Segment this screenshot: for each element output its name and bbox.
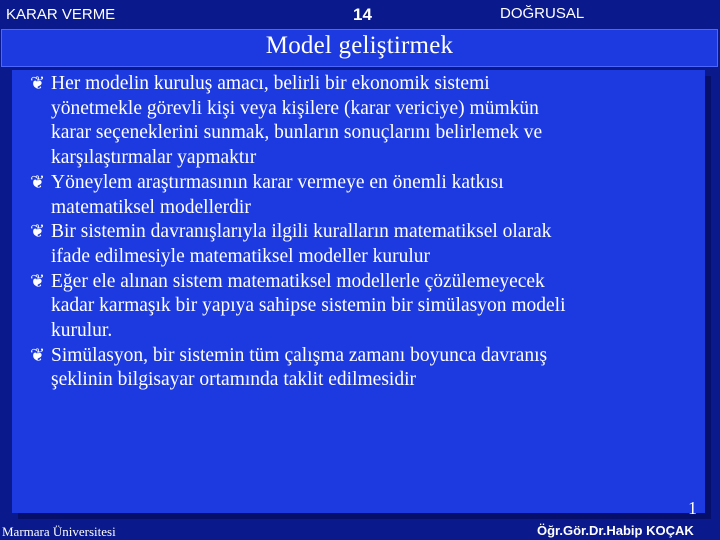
bullet-line: Bir sistemin davranışlarıyla ilgili kuralların matematiksel olarak bbox=[51, 221, 552, 243]
bullet-line: kurulur. bbox=[51, 320, 113, 342]
bullet-line: Her modelin kuruluş amacı, belirli bir ekonomik sistemi bbox=[51, 73, 490, 94]
footer-institution: Marmara Üniversitesi bbox=[2, 524, 116, 539]
header-left-text: KARAR VERME bbox=[6, 6, 116, 23]
ornamental-bullet-icon: ❦ bbox=[30, 344, 46, 366]
bullet-line: matematiksel modellerdir bbox=[51, 196, 251, 218]
bullet-item bbox=[12, 344, 692, 393]
bullet-item bbox=[12, 270, 692, 344]
page-number: 1 bbox=[688, 498, 697, 518]
bullet-line: Simülasyon, bir sistemin tüm çalışma zamanı boyunca davranış bbox=[51, 344, 548, 366]
bullet-item bbox=[12, 72, 692, 171]
content-panel bbox=[12, 70, 705, 513]
header-right-text: DOĞRUSAL bbox=[500, 5, 585, 22]
ornamental-bullet-icon: ❦ bbox=[30, 171, 46, 193]
bullet-item bbox=[12, 171, 692, 220]
bullet-line: şeklinin bilgisayar ortamında taklit edilmesidir bbox=[51, 369, 417, 391]
bullet-line: karşılaştırmalar yapmaktır bbox=[51, 147, 257, 169]
bullet-line: yönetmekle görevli kişi veya kişilere (karar vericiye) mümkün bbox=[51, 97, 539, 119]
slide-title: Model geliştirmek bbox=[265, 32, 454, 59]
title-bar bbox=[1, 29, 718, 67]
ornamental-bullet-icon: ❦ bbox=[30, 270, 46, 292]
footer-author: Öğr.Gör.Dr.Habip KOÇAK bbox=[537, 523, 694, 538]
header-slide-number: 14 bbox=[353, 5, 372, 24]
bullet-line: kadar karmaşık bir yapıya sahipse sistemin bir simülasyon modeli bbox=[51, 295, 566, 317]
bullet-item bbox=[12, 220, 692, 269]
bullet-line: Yöneylem araştırmasının karar vermeye en önemli katkısı bbox=[51, 171, 504, 193]
ornamental-bullet-icon: ❦ bbox=[30, 73, 46, 94]
bullet-line: ifade edilmesiyle matematiksel modeller kurulur bbox=[51, 245, 431, 267]
bullet-list bbox=[12, 72, 692, 393]
ornamental-bullet-icon: ❦ bbox=[30, 221, 46, 243]
bullet-line: karar seçeneklerini sunmak, bunların sonuçlarını belirlemek ve bbox=[51, 122, 543, 144]
slide-header bbox=[0, 0, 720, 28]
bullet-line: Eğer ele alınan sistem matematiksel modellerle çözülemeyecek bbox=[51, 270, 545, 292]
